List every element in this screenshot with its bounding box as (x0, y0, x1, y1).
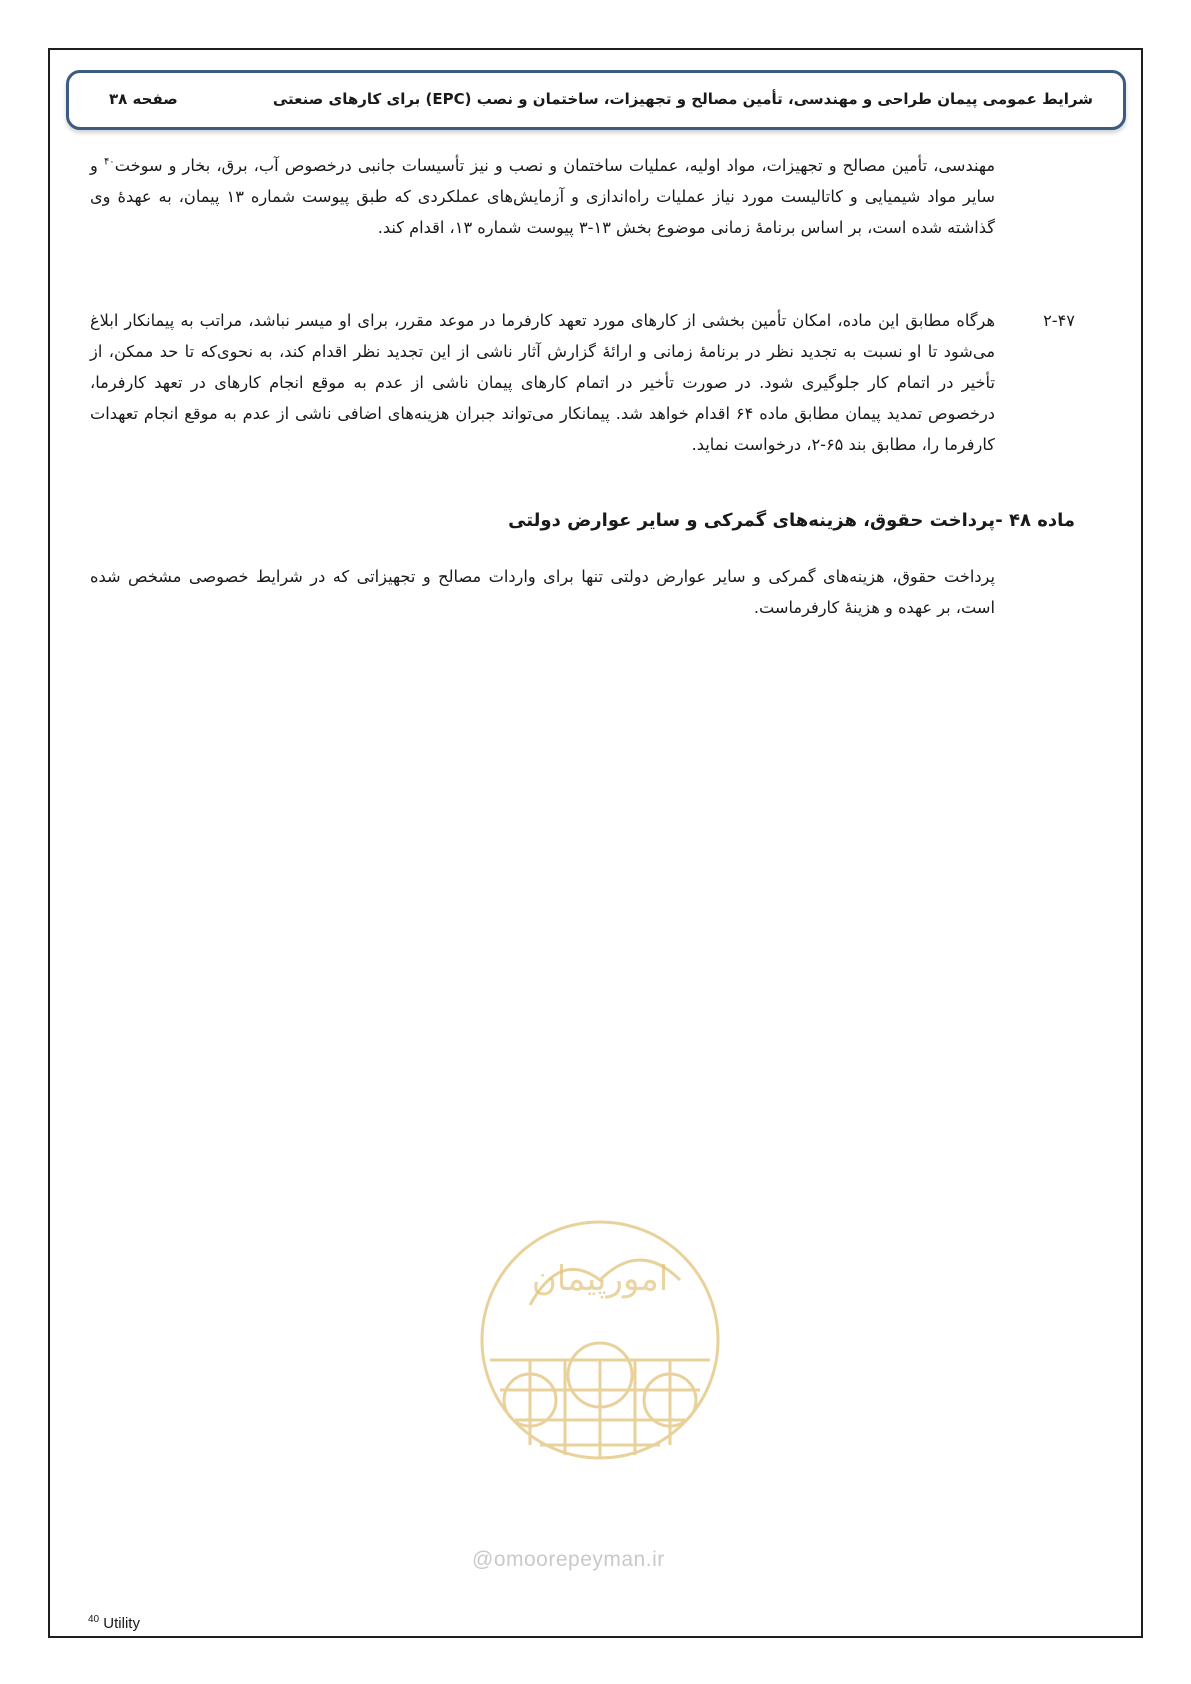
watermark-logo (470, 1210, 730, 1470)
article-48-paragraph: پرداخت حقوق، هزینه‌های گمرکی و سایر عوارض دولتی تنها برای واردات مصالح و تجهیزاتی که در شرایط خصوصی مشخص شده است، بر عهده و هزینهٔ کارفرماست. (90, 567, 995, 617)
watermark-site-text: @omoorepeyman.ir (472, 1548, 665, 1571)
article-48-heading (90, 510, 1075, 531)
paragraph-text-part-a: مهندسی، تأمین مصالح و تجهیزات، مواد اولیه، عملیات ساختمان و نصب و نیز تأسیسات جانبی درخصوص آب، برق، بخار و سوخت (114, 156, 995, 175)
paragraph-continuation (90, 150, 1075, 243)
page-number: صفحه ۳۸ (109, 90, 178, 108)
article-label: ماده ۴۸ - (995, 510, 1075, 531)
footnote-number: 40 (88, 1614, 100, 1625)
footnote-text: Utility (99, 1615, 140, 1632)
article-title: پرداخت حقوق، هزینه‌های گمرکی و سایر عوارض دولتی (508, 510, 995, 531)
clause-text: هرگاه مطابق این ماده، امکان تأمین بخشی از کارهای مورد تعهد کارفرما در موعد مقرر، برای او میسر نباشد، مراتب به پیمانکار ابلاغ می‌شود تا او نسبت به تجدید نظر در برنامهٔ زمانی و ارائهٔ گزارش آثار ناشی از این تجدید نظر اقدام کند، به نحوی‌که تا حد ممکن، از تأخیر در اتمام کار جلوگیری شود. در صورت تأخیر در اتمام کارهای پیمان ناشی از عدم به موقع انجام کارهای در تعهد کارفرما، درخصوص تمدید پیمان مطابق ماده ۶۴ اقدام خواهد شد. پیمانکار می‌تواند جبران هزینه‌های اضافی ناشی از عدم به موقع انجام تعهدات کارفرما را، مطابق بند ۶۵-۲، درخواست نماید. (90, 311, 995, 454)
footnote-reference: ۴۰ (103, 156, 115, 168)
watermark-logo-text: امورپیمان (531, 1259, 669, 1299)
footnote (88, 1614, 140, 1632)
clause-number: ۲-۴۷ (1043, 311, 1075, 330)
page-header (66, 70, 1126, 130)
header-title: شرایط عمومی پیمان طراحی و مهندسی، تأمین مصالح و تجهیزات، ساختمان و نصب (EPC) برای کارهای صنعتی (272, 90, 1093, 108)
paragraph-text-part-b: و سایر مواد شیمیایی و کاتالیست مورد نیاز عملیات راه‌اندازی و آزمایش‌های عملکردی که طبق پیوست شماره ۱۳ پیمان، به عهدهٔ وی گذاشته شده است، بر اساس برنامهٔ زمانی موضوع بخش ۱۳-۳ پیوست شماره ۱۳، اقدام کند. (90, 156, 995, 237)
clause-47-2 (90, 305, 1075, 460)
